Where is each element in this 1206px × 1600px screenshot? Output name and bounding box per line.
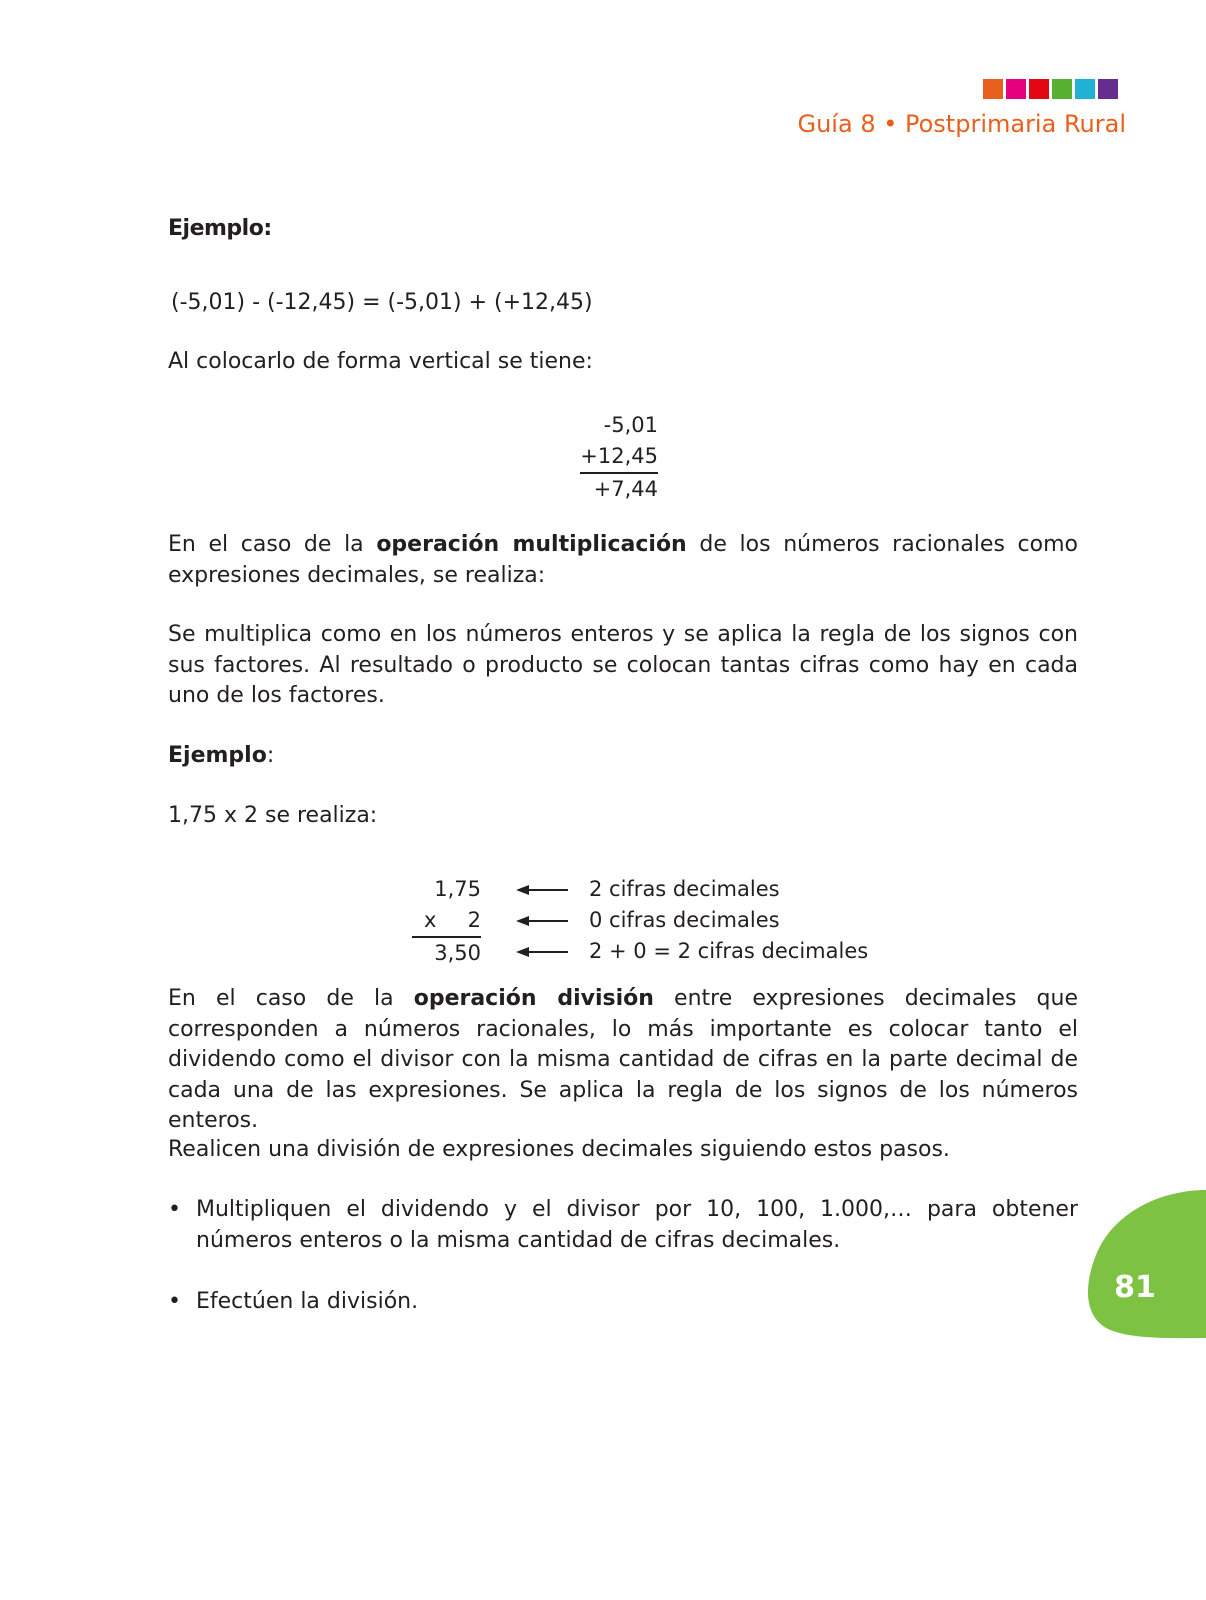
page-number: 81 xyxy=(1114,1270,1156,1305)
sum-result: +7,44 xyxy=(580,472,658,505)
factor-2: 2 xyxy=(467,908,481,932)
division-paragraph xyxy=(168,984,1078,1137)
subtraction-equation: (-5,01) - (-12,45) = (-5,01) + (+12,45) xyxy=(171,290,593,315)
bullet-text-1: Multipliquen el dividendo y el divisor por 10, 100, 1.000,… para obtener números enteros o la misma cantidad de cifras decimales. xyxy=(196,1197,1078,1253)
example-heading-2-bold: Ejemplo xyxy=(168,743,267,768)
example-heading-1: Ejemplo: xyxy=(168,216,272,241)
div-para-bold: operación división xyxy=(413,986,654,1011)
bullet-dot: • xyxy=(168,1197,181,1222)
bullet-dot: • xyxy=(168,1289,181,1314)
vertical-addition xyxy=(580,410,658,505)
swatch-green xyxy=(1052,79,1072,99)
addend-2: +12,45 xyxy=(580,444,658,468)
mult-para-end: de los números racionales como expresiones decimales, se realiza: xyxy=(168,532,1078,588)
vertical-intro: Al colocarlo de forma vertical se tiene: xyxy=(168,349,593,374)
swatch-magenta xyxy=(1006,79,1026,99)
note-3: 2 + 0 = 2 cifras decimales xyxy=(589,939,869,963)
left-arrow-icon xyxy=(516,946,568,958)
div-para-end: entre expresiones decimales que corresponden a números racionales, lo más importante es colocar tanto el dividendo como el divisor con la misma cantidad de cifras en la parte decimal de cada una de las expresiones. Se aplica la regla de los signos de los números enteros. xyxy=(168,986,1078,1133)
swatch-purple xyxy=(1098,79,1118,99)
division-intro: Realicen una división de expresiones decimales siguiendo estos pasos. xyxy=(168,1137,950,1162)
decimal-notes xyxy=(589,874,868,967)
example-heading-2-colon: : xyxy=(266,743,275,768)
bullet-text-2: Efectúen la división. xyxy=(196,1289,419,1314)
mult-para-bold: operación multiplicación xyxy=(376,532,687,557)
page-badge-shape xyxy=(1084,1190,1206,1340)
left-arrow-icon xyxy=(516,884,568,896)
header-title: Guía 8 • Postprimaria Rural xyxy=(797,110,1126,138)
swatch-red xyxy=(1029,79,1049,99)
addend-1: -5,01 xyxy=(603,413,658,437)
arrow-column xyxy=(516,874,568,967)
multiply-operator: x xyxy=(424,908,437,932)
example-heading-2 xyxy=(168,741,274,772)
note-2: 0 cifras decimales xyxy=(589,908,780,932)
multiplication-rule: Se multiplica como en los números enteros y se aplica la regla de los signos con sus factores. Al resultado o producto se colocan tantas cifras como hay en cada uno de los factores. xyxy=(168,622,1078,708)
color-swatch-bar xyxy=(983,79,1118,99)
swatch-orange xyxy=(983,79,1003,99)
product: 3,50 xyxy=(434,941,481,965)
multiplication-intro: 1,75 x 2 se realiza: xyxy=(168,803,378,828)
multiplication-paragraph xyxy=(168,530,1078,591)
factor-1: 1,75 xyxy=(434,877,481,901)
note-1: 2 cifras decimales xyxy=(589,877,780,901)
div-para-start: En el caso de la xyxy=(168,986,414,1011)
swatch-cyan xyxy=(1075,79,1095,99)
mult-para-start: En el caso de la xyxy=(168,532,377,557)
left-arrow-icon xyxy=(516,915,568,927)
multiplication-layout xyxy=(412,874,481,969)
